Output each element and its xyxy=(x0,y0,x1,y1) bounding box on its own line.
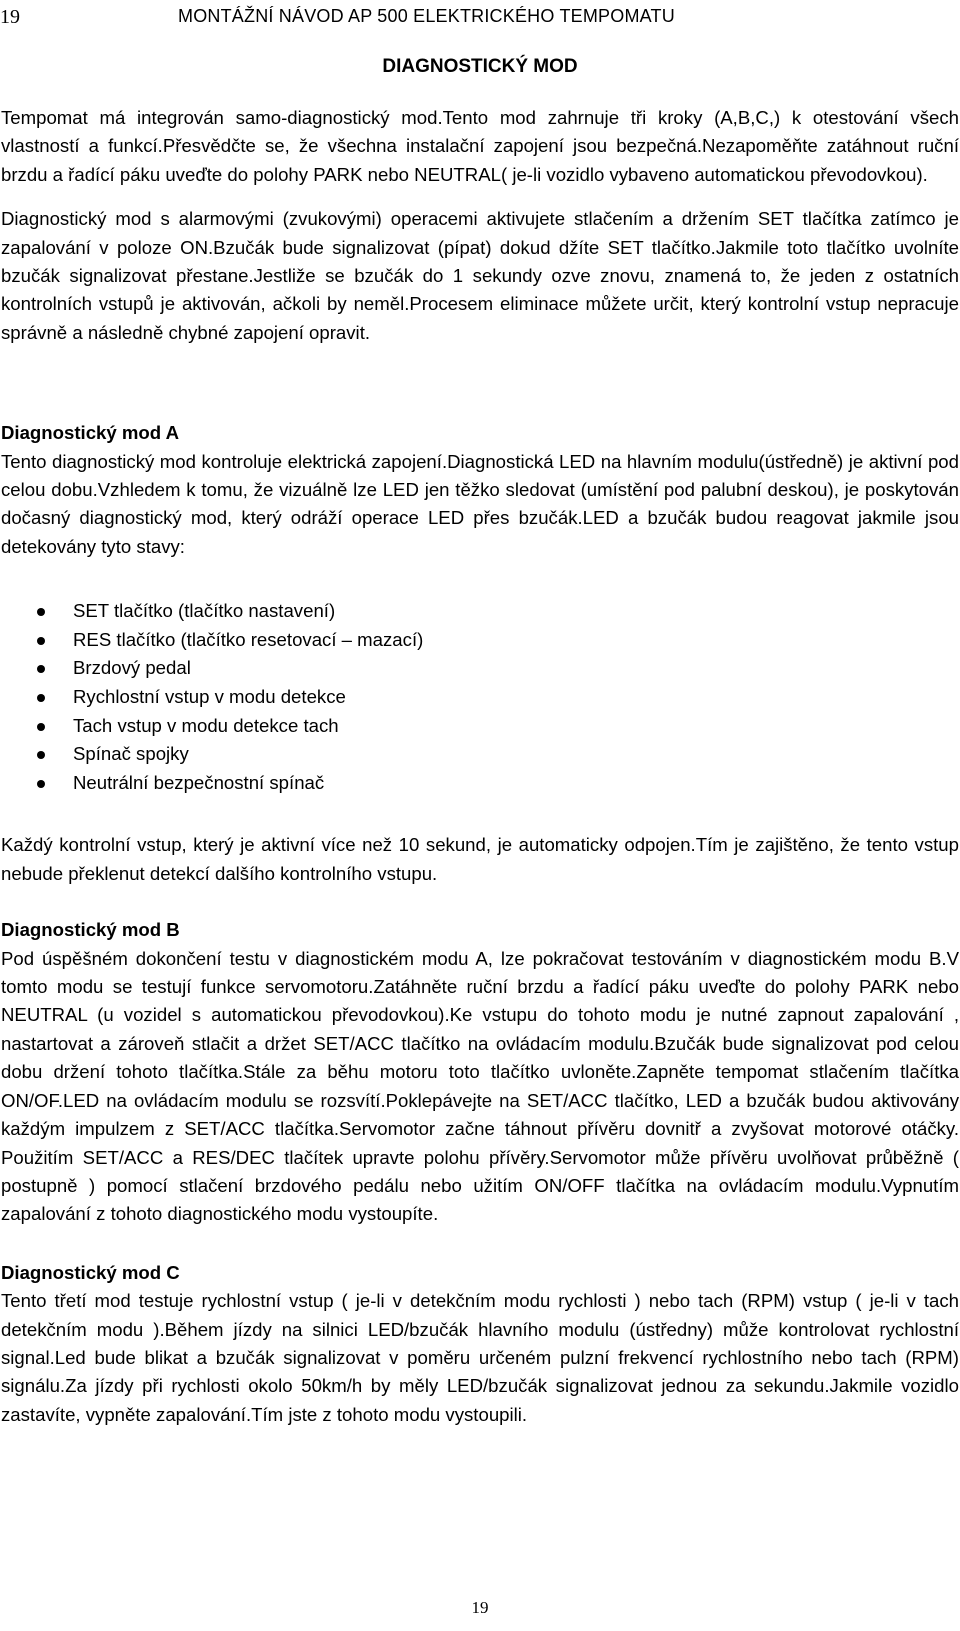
list-item-text: Spínač spojky xyxy=(73,743,189,765)
list-item xyxy=(1,597,959,626)
list-item-text: Rychlostní vstup v modu detekce xyxy=(73,686,346,708)
mode-a-paragraph: Tento diagnostický mod kontroluje elektrická zapojení.Diagnostická LED na hlavním modulu(ústředně) je aktivní pod celou dobu.Vzhledem k tomu, že vizuálně lze LED jen těžko sledovat (umístění pod palubní deskou), je poskytován dočasný diagnostický mod, který odráží operace LED přes bzučák.LED a bzučák budou reagovat jakmile jsou detekovány tyto stavy: xyxy=(1,450,959,557)
bullet-icon xyxy=(37,751,45,759)
list-item-text: Tach vstup v modu detekce tach xyxy=(73,714,339,736)
running-header-title: MONTÁŽNÍ NÁVOD AP 500 ELEKTRICKÉHO TEMPOMATU xyxy=(178,6,675,26)
mode-a-note: Každý kontrolní vstup, který je aktivní více než 10 sekund, je automaticky odpojen.Tím je zajištěno, že tento vstup nebude překlenut detekcí dalšího kontrolního vstupu. xyxy=(1,834,959,884)
bullet-icon xyxy=(37,694,45,702)
list-item-text: SET tlačítko (tlačítko nastavení) xyxy=(73,600,336,622)
list-item xyxy=(1,740,959,769)
list-item xyxy=(1,683,959,712)
mode-c-paragraph: Tento třetí mod testuje rychlostní vstup ( je-li v detekčním modu rychlosti ) nebo tach (RPM) vstup ( je-li v tach detekčním modu ).Během jízdy na silnici LED/bzučák hlavního modulu (ústředny) může kontrolovat rychlostní signal.Led bude blikat a bzučák signalizovat v poměru určeném pulzní frekvencí rychlostního nebo tach (RPM) signálu.Za jízdy při rychlosti okolo 50km/h by měly LED/bzučák signalizovat jednou za sekundu.Jakmile vozidlo zastavíte, vypněte zapalování.Tím jste z tohoto modu vystoupili. xyxy=(1,1290,959,1425)
bullet-icon xyxy=(37,637,45,645)
mode-b-paragraph: Pod úspěšném dokončení testu v diagnostickém modu A, lze pokračovat testováním v diagnostickém modu B.V tomto modu se testují funkce servomotoru.Zatáhněte ruční brzdu a řadící páku uveďte do polohy PARK nebo NEUTRAL (u vozidel s automatickou převodovkou).Ke vstupu do tohoto modu je nutné zapnout zapalování , nastartovat a zároveň stlačit a držet SET/ACC tlačítko na ovládacím modulu.Bzučák bude signalizovat pod celou dobu držení tohoto tlačítka.Stále za běhu motoru toto tlačítko uvloněte.Zapněte tempomat stlačením tlačítka ON/OF.LED na ovládacím modulu se rozsvítí.Poklepávejte na SET/ACC tlačítko, LED a bzučák budou aktivovány každým impulzem z SET/ACC tlačítka.Servomotor začne táhnout přívěru dovnitř a zvyšovat motorové otáčky. Použitím SET/ACC a RES/DEC tlačítek upravte polohu přívěry.Servomotor může přívěru uvolňovat průběžně ( postupně ) pomocí stlačení brzdového pedálu nebo užitím ON/OFF tlačítka na ovládacím modulu.Vypnutím zapalování z tohoto diagnostického modu vystoupíte. xyxy=(1,947,959,1225)
list-item-text: Neutrální bezpečnostní spínač xyxy=(73,771,325,793)
list-item xyxy=(1,626,959,655)
list-item-text: Brzdový pedal xyxy=(73,657,191,679)
footer-page-number: 19 xyxy=(471,1598,489,1617)
intro-paragraph: Tempomat má integrován samo-diagnostický mod.Tento mod zahrnuje tři kroky (A,B,C,) k otestování všech vlastností a funkcí.Přesvědčte se, že všechna instalační zapojení jsou bezpečná.Nezapoměňte zatáhnout ruční brzdu a řadící páku uveďte do polohy PARK nebo NEUTRAL( je-li vozidlo vybaveno automatickou převodovkou). xyxy=(1,107,959,185)
list-item-text: RES tlačítko (tlačítko resetovací – mazací) xyxy=(73,628,424,650)
list-item xyxy=(1,654,959,683)
bullet-icon xyxy=(37,780,45,788)
document-body xyxy=(1,104,959,1429)
header-page-number: 19 xyxy=(0,6,20,28)
mode-c-heading: Diagnostický mod C xyxy=(1,1261,180,1283)
mode-a-heading: Diagnostický mod A xyxy=(1,422,180,444)
intro-paragraph: Diagnostický mod s alarmovými (zvukovými) operacemi aktivujete stlačením a držením SET tlačítka zatímco je zapalování v poloze ON.Bzučák bude signalizovat (pípat) dokud džíte SET tlačítko.Jakmile toto tlačítko uvolníte bzučák signalizovat přestane.Jestliže se bzučák do 1 sekundy ozve znovu, znamená to, že jeden z ostatních kontrolních vstupů je aktivován, ačkoli by neměl.Procesem eliminace můžete určit, který kontrolní vstup nepracuje správně a následně chybné zapojení opravit. xyxy=(1,208,959,343)
bullet-icon xyxy=(37,608,45,616)
monitored-inputs-list xyxy=(1,597,959,797)
bullet-icon xyxy=(37,723,45,731)
document-title: DIAGNOSTICKÝ MOD xyxy=(382,56,578,77)
list-item xyxy=(1,712,959,741)
bullet-icon xyxy=(37,665,45,673)
list-item xyxy=(1,769,959,798)
mode-b-heading: Diagnostický mod B xyxy=(1,919,180,941)
